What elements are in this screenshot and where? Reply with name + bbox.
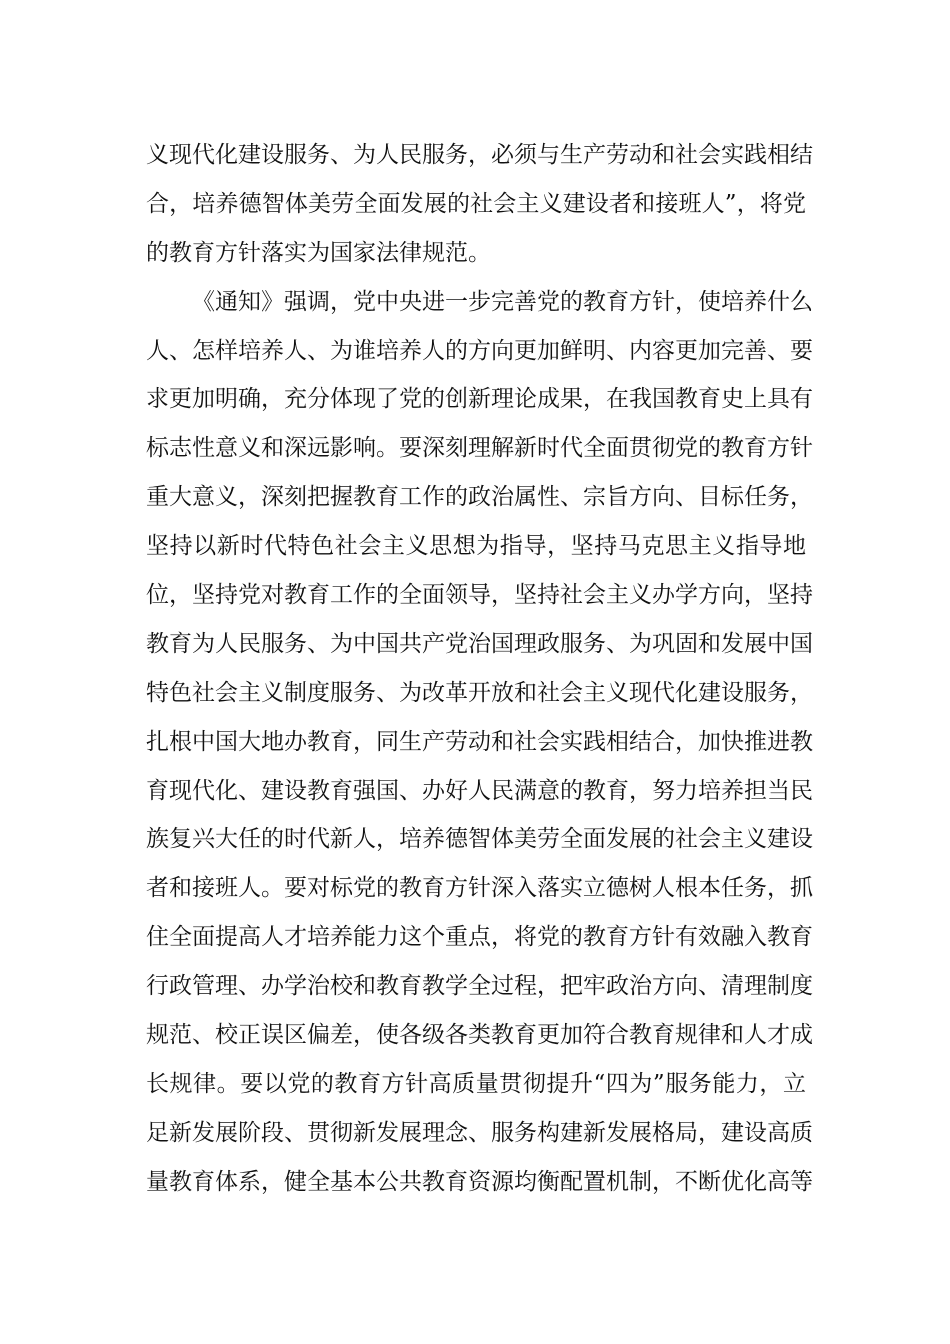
text-line-4: 《通知》强调，党中央进一步完善党的教育方针，使培养什么 bbox=[192, 288, 813, 315]
text-line-20: 长规律。要以党的教育方针高质量贯彻提升“四为”服务能力，立 bbox=[146, 1070, 806, 1097]
text-line-6: 求更加明确，充分体现了党的创新理论成果，在我国教育史上具有 bbox=[146, 386, 813, 413]
text-line-16: 者和接班人。要对标党的教育方针深入落实立德树人根本任务，抓 bbox=[146, 875, 813, 902]
text-line-21: 足新发展阶段、贯彻新发展理念、服务构建新发展格局，建设高质 bbox=[146, 1119, 813, 1146]
text-line-18: 行政管理、办学治校和教育教学全过程，把牢政治方向、清理制度 bbox=[146, 973, 813, 1000]
text-line-5: 人、怎样培养人、为谁培养人的方向更加鲜明、内容更加完善、要 bbox=[146, 337, 813, 364]
text-line-15: 族复兴大任的时代新人，培养德智体美劳全面发展的社会主义建设 bbox=[146, 826, 813, 853]
text-line-14: 育现代化、建设教育强国、办好人民满意的教育，努力培养担当民 bbox=[146, 777, 813, 804]
text-line-13: 扎根中国大地办教育，同生产劳动和社会实践相结合，加快推进教 bbox=[146, 728, 813, 755]
text-line-2: 合，培养德智体美劳全面发展的社会主义建设者和接班人”，将党 bbox=[146, 190, 806, 217]
text-line-22: 量教育体系，健全基本公共教育资源均衡配置机制，不断优化高等 bbox=[146, 1168, 813, 1195]
text-line-12: 特色社会主义制度服务、为改革开放和社会主义现代化建设服务， bbox=[146, 679, 813, 706]
text-line-3: 的教育方针落实为国家法律规范。 bbox=[146, 239, 491, 266]
text-line-11: 教育为人民服务、为中国共产党治国理政服务、为巩固和发展中国 bbox=[146, 630, 813, 657]
text-line-10: 位，坚持党对教育工作的全面领导，坚持社会主义办学方向，坚持 bbox=[146, 582, 813, 609]
text-line-9: 坚持以新时代特色社会主义思想为指导，坚持马克思主义指导地 bbox=[146, 533, 806, 560]
text-line-1: 义现代化建设服务、为人民服务，必须与生产劳动和社会实践相结 bbox=[146, 142, 813, 168]
text-line-8: 重大意义，深刻把握教育工作的政治属性、宗旨方向、目标任务， bbox=[146, 484, 813, 511]
text-line-19: 规范、校正误区偏差，使各级各类教育更加符合教育规律和人才成 bbox=[146, 1022, 813, 1049]
body-text bbox=[146, 131, 813, 1207]
text-line-17: 住全面提高人才培养能力这个重点，将党的教育方针有效融入教育 bbox=[146, 924, 813, 951]
text-line-7: 标志性意义和深远影响。要深刻理解新时代全面贯彻党的教育方针 bbox=[146, 435, 813, 462]
